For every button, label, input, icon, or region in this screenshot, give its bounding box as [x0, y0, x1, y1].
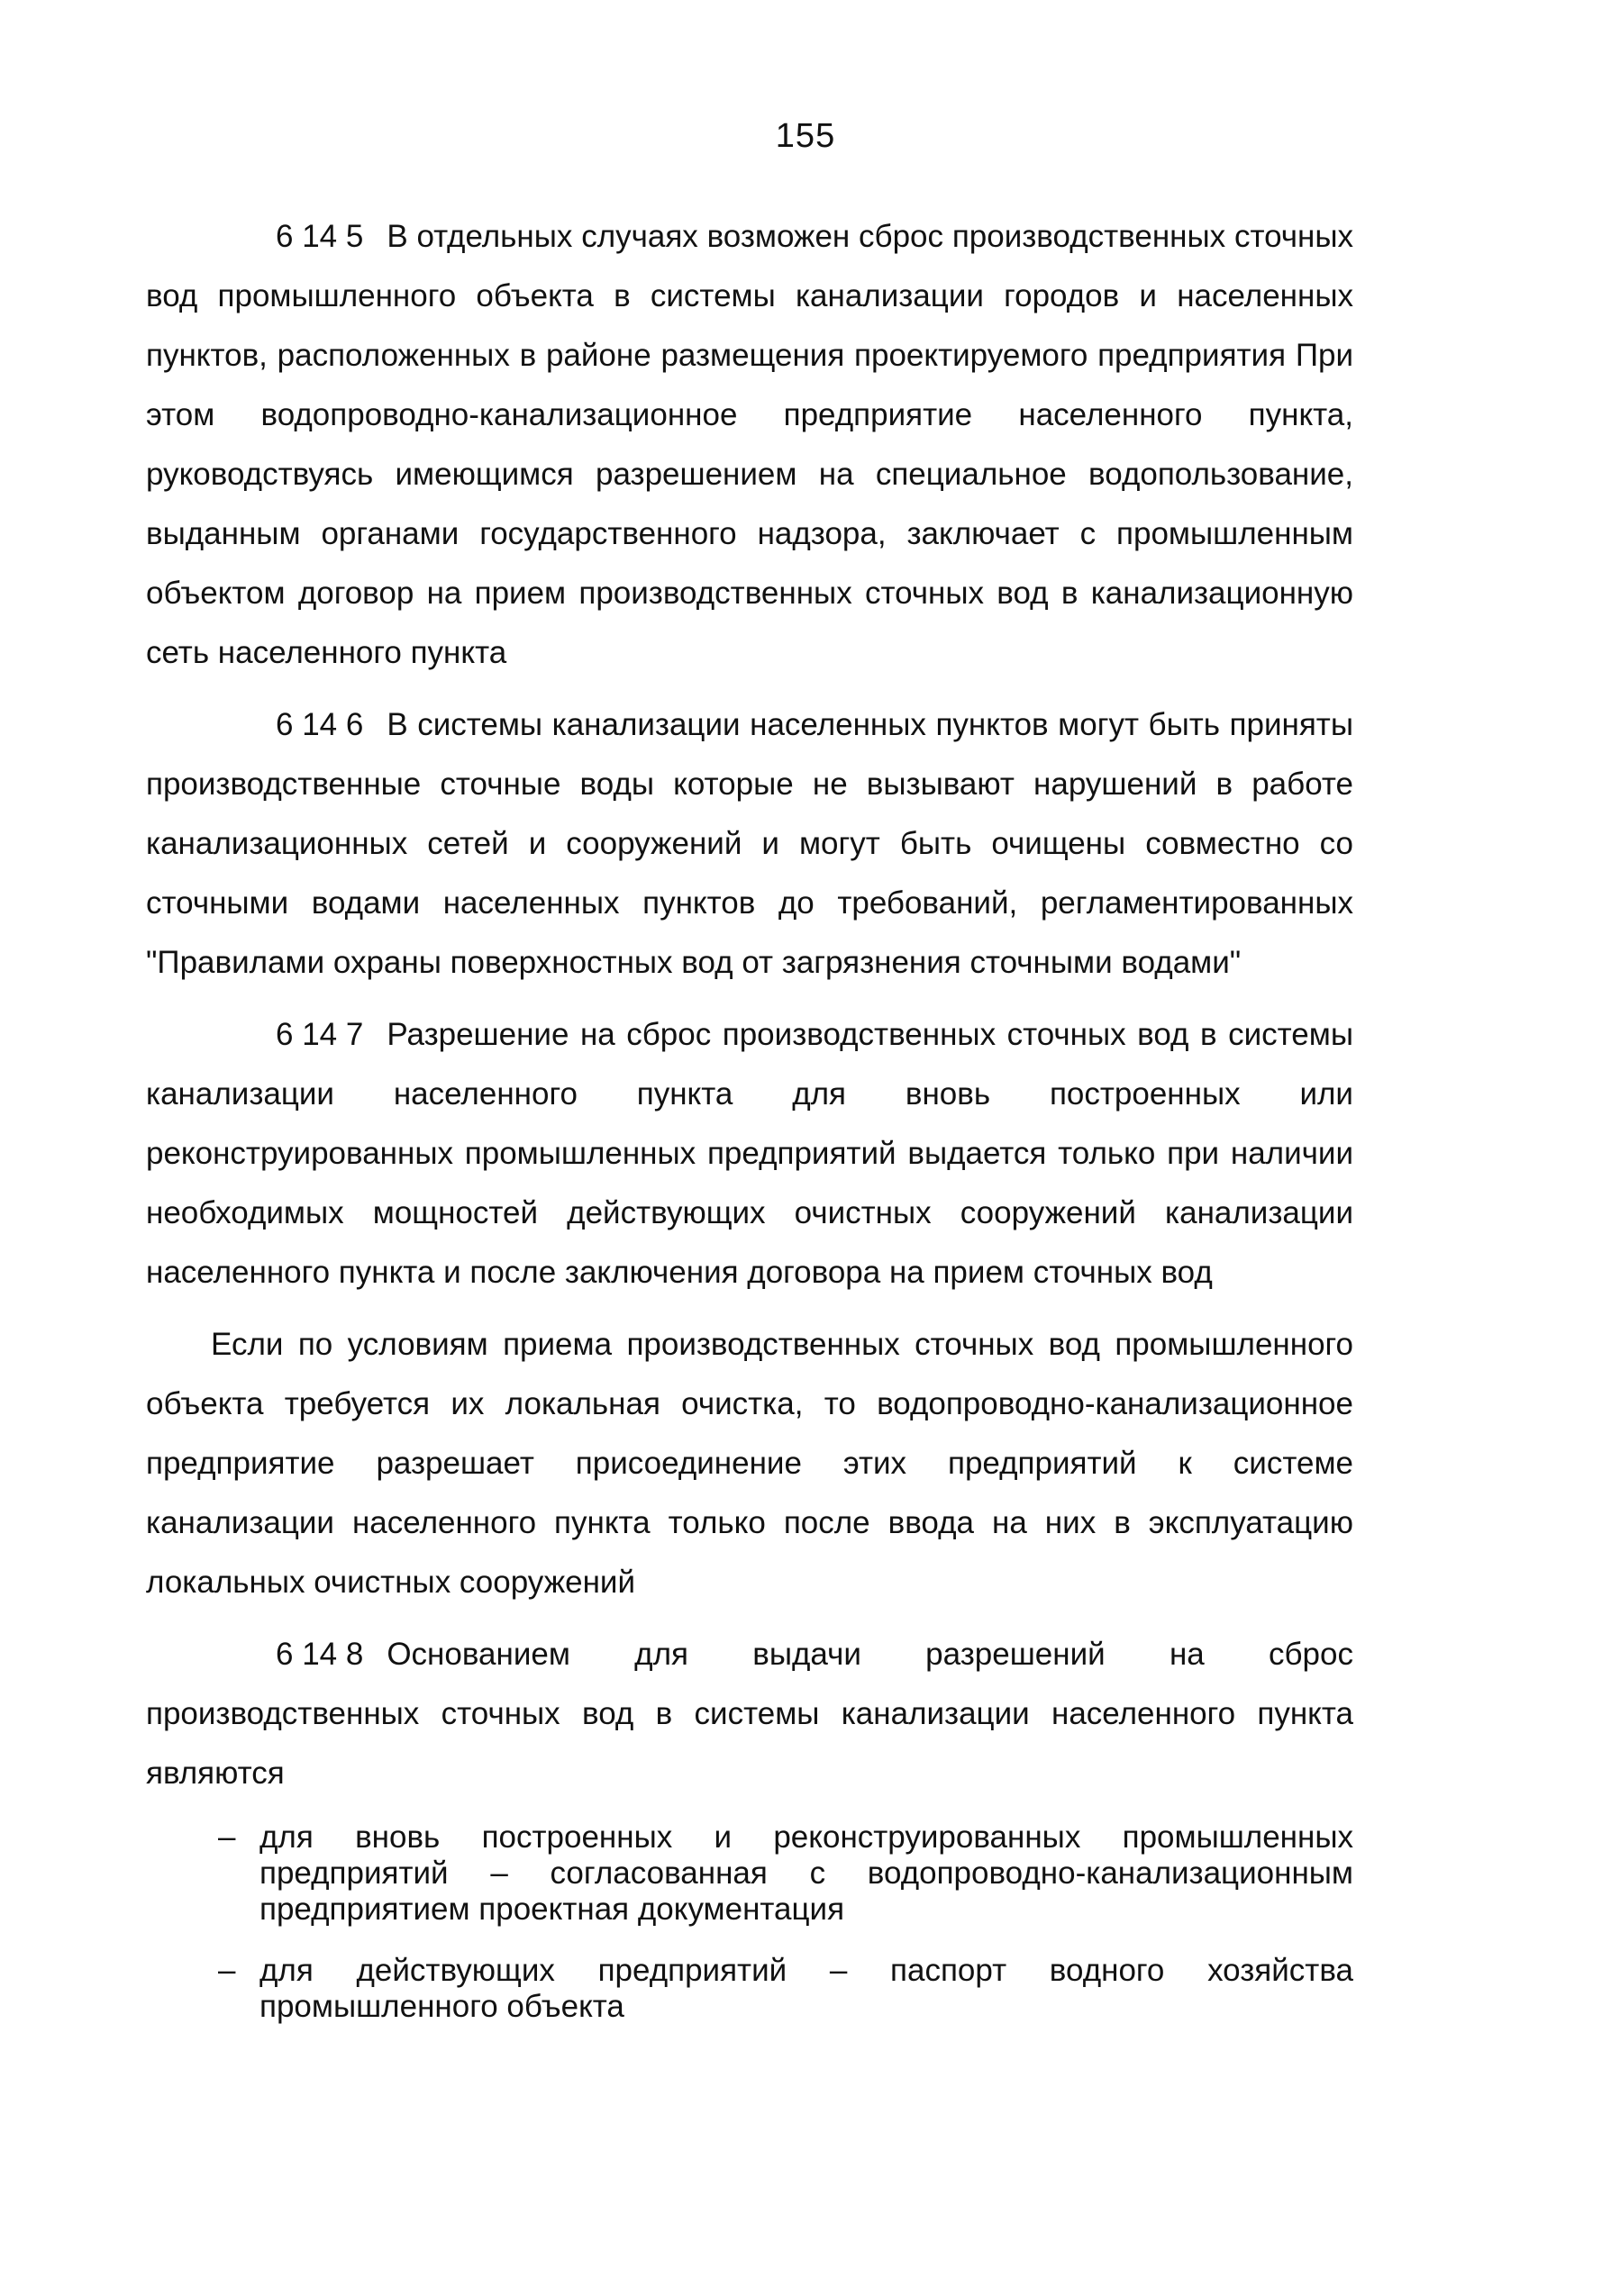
list-dash: –	[218, 1820, 236, 1855]
clause-number: 6 14 5	[276, 219, 364, 254]
paragraph-text: В отдельных случаях возможен сброс производственных сточных вод промышленного объекта в системы канализации городов и населенных пунктов, расположенных в районе размещения проектируемого предприятия При этом водопроводно-канализационное предприятие населенного пункта, руководствуясь имеющимся разрешением на специальное водопользование, выданным органами государственного надзора, заключает с промышленным объектом договор на прием производственных сточных вод в канализационную сеть населенного пункта	[146, 219, 1353, 670]
paragraph-local-treatment	[146, 1315, 1353, 1612]
paragraph-text: В системы канализации населенных пунктов могут быть приняты производственные сточные воды которые не вызывают нарушений в работе канализационных сетей и сооружений и могут быть очищены совместно со сточными водами населенных пунктов до требований, регламентированных "Правилами охраны поверхностных вод от загрязнения сточными водами"	[146, 707, 1353, 980]
paragraph-6-14-7	[146, 1005, 1353, 1302]
grounds-list	[146, 1820, 1353, 2025]
paragraph-text: Основанием для выдачи разрешений на сброс производственных сточных вод в системы канализации населенного пункта являются	[146, 1637, 1353, 1791]
paragraph-6-14-5	[146, 207, 1353, 683]
clause-number: 6 14 6	[276, 707, 364, 742]
paragraph-6-14-8	[146, 1625, 1353, 1803]
list-item-text: для действующих предприятий – паспорт водного хозяйства промышленного объекта	[259, 1953, 1353, 2024]
list-dash: –	[218, 1953, 236, 1988]
list-item	[146, 1820, 1353, 1928]
list-item	[146, 1953, 1353, 2025]
paragraph-text: Разрешение на сброс производственных сточных вод в системы канализации населенного пункта для вновь построенных или реконструированных промышленных предприятий выдается только при наличии необходимых мощностей действующих очистных сооружений канализации населенного пункта и после заключения договора на прием сточных вод	[146, 1017, 1353, 1290]
clause-number: 6 14 8	[276, 1637, 364, 1672]
paragraph-text: Если по условиям приема производственных сточных вод промышленного объекта требуется их локальная очистка, то водопроводно-канализационное предприятие разрешает присоединение этих предприятий к системе канализации населенного пункта только после ввода на них в эксплуатацию локальных очистных сооружений	[146, 1327, 1353, 1600]
document-body	[146, 207, 1353, 2050]
list-item-text: для вновь построенных и реконструированных промышленных предприятий – согласованная с водопроводно-канализационным предприятием проектная документация	[259, 1820, 1353, 1927]
clause-number: 6 14 7	[276, 1017, 364, 1052]
paragraph-6-14-6	[146, 695, 1353, 993]
page-number: 155	[775, 117, 836, 155]
